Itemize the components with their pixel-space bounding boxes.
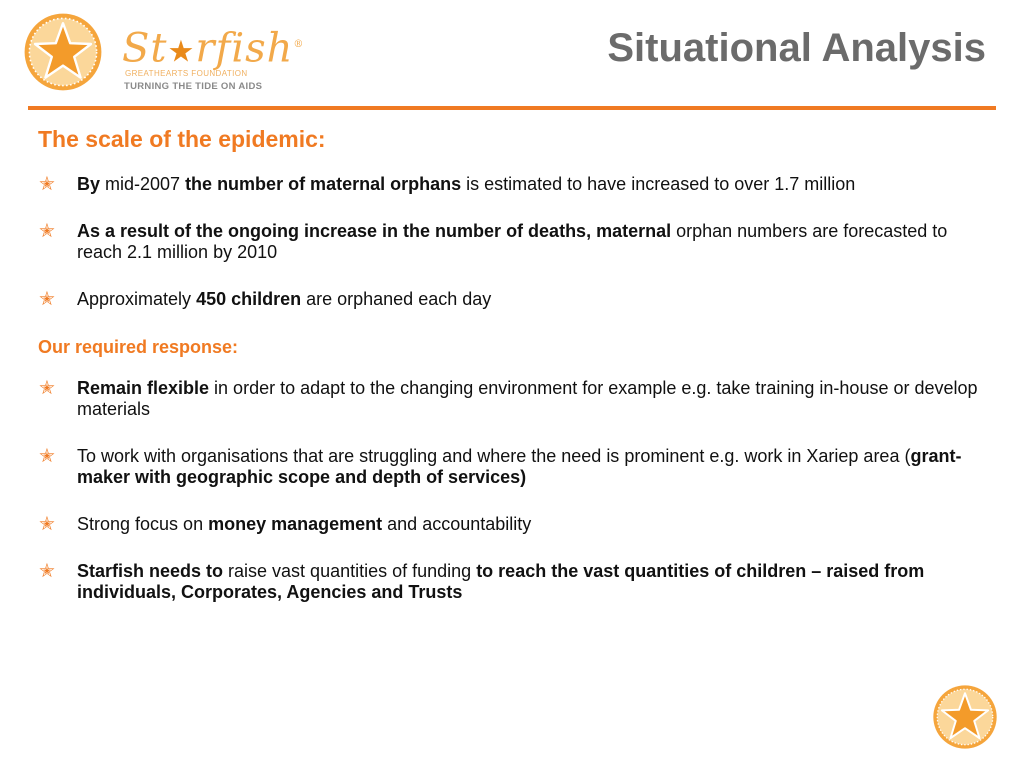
star-bullet-icon: ✭ (39, 174, 55, 195)
brand-wordmark: St★rfish® (122, 25, 305, 72)
list-item: ✭ Remain flexible in order to adapt to the changing environment for example e.g. take training in-house or develop materials (39, 378, 978, 419)
slide-title: Situational Analysis (607, 26, 986, 70)
corner-starfish-icon (932, 684, 998, 750)
list-item: ✭ To work with organisations that are struggling and where the need is prominent e.g. work in Xariep area (grant-maker with geographic scope and depth of services) (39, 446, 962, 487)
list-item: ✭ Approximately 450 children are orphaned each day (39, 289, 492, 310)
star-bullet-icon: ✭ (39, 514, 55, 535)
wordmark-star-icon: ★ (167, 34, 196, 70)
response-list (38, 378, 983, 603)
list-item: ✭ Starfish needs to raise vast quantities of funding to reach the vast quantities of children – raised from individuals, Corporates, Agencies and Trusts (39, 561, 925, 602)
header-divider (28, 106, 996, 110)
brand-tagline: TURNING THE TIDE ON AIDS (124, 81, 263, 92)
slide-content (38, 124, 983, 629)
starfish-logo-icon (23, 12, 103, 92)
star-bullet-icon: ✭ (39, 221, 55, 242)
brand-logo (122, 20, 305, 100)
list-item: ✭ By mid-2007 the number of maternal orphans is estimated to have increased to over 1.7 million (39, 174, 856, 195)
response-heading: Our required response: (38, 337, 239, 357)
star-bullet-icon: ✭ (39, 446, 55, 467)
section-heading: The scale of the epidemic: (38, 126, 326, 152)
star-bullet-icon: ✭ (39, 561, 55, 582)
brand-subtitle: GREATHEARTS FOUNDATION (125, 69, 248, 78)
star-bullet-icon: ✭ (39, 289, 55, 310)
list-item: ✭ As a result of the ongoing increase in the number of deaths, maternal orphan numbers are forecasted to reach 2.1 million by 2010 (39, 221, 948, 262)
list-item: ✭ Strong focus on money management and accountability (39, 514, 532, 535)
epidemic-list (38, 174, 983, 310)
star-bullet-icon: ✭ (39, 378, 55, 399)
